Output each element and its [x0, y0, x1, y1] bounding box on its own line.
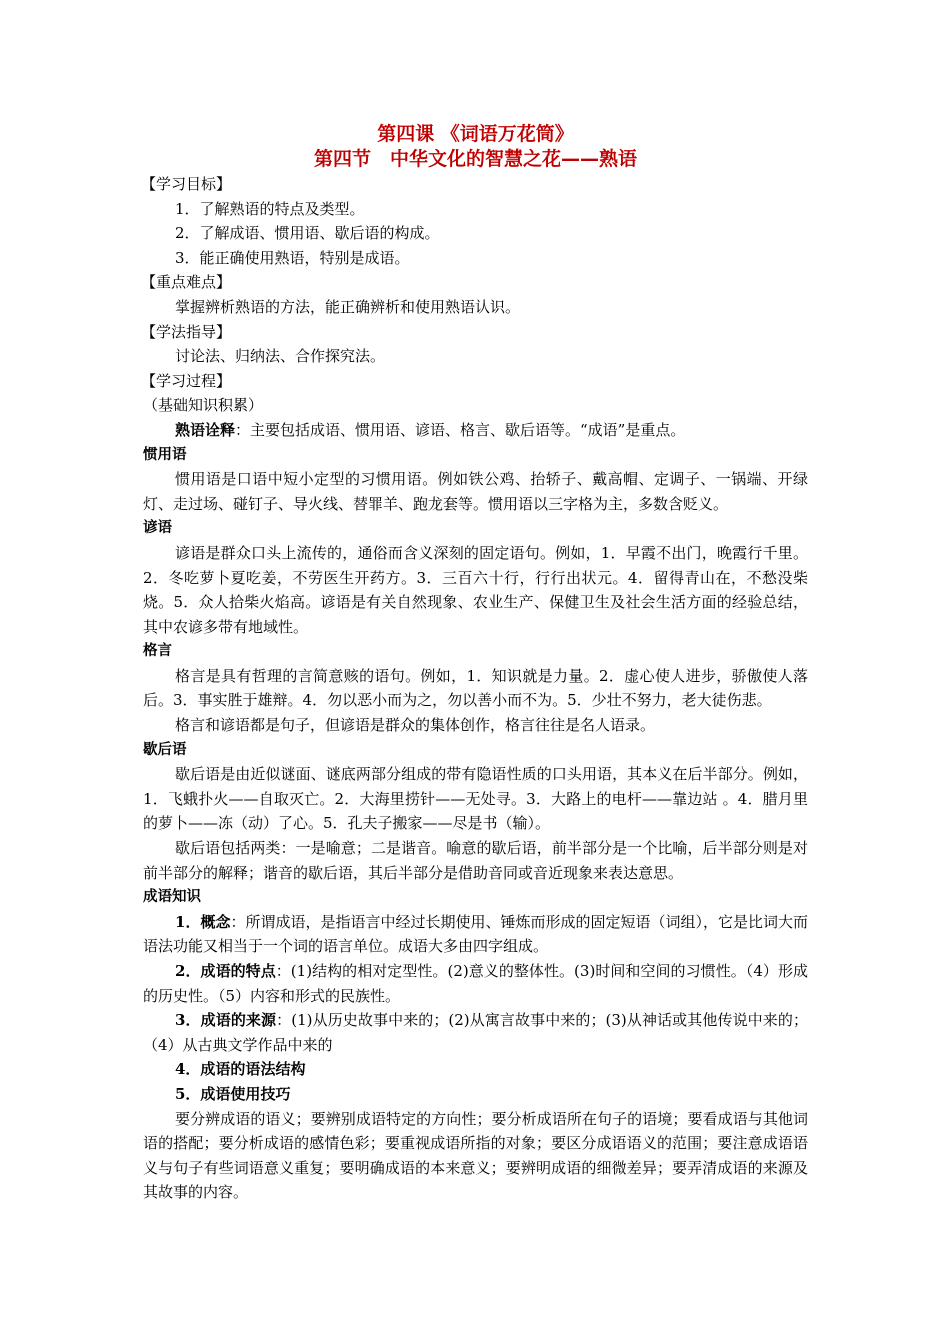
concept-label: 1．概念	[175, 912, 231, 931]
lesson-title: 第四课 《词语万花筒》	[377, 123, 574, 145]
yanyu-text: 谚语是群众口头上流传的，通俗而含义深刻的固定语句。例如，1．早霞不出门，晚霞行千里。2．冬吃萝卜夏吃姜，不劳医生开药方。3．三百六十行，行行出状元。4．留得青山在，不愁没柴烧。5．众人拾柴火焰高。谚语是有关自然现象、农业生产、保健卫生及社会生活方面的经验总结，其中农谚多带有地域性。	[143, 543, 808, 636]
geyan-text-1: 格言是具有哲理的言简意赅的语句。例如，1．知识就是力量。2．虚心使人进步，骄傲使人落后。3．事实胜于雄辩。4．勿以恶小而为之，勿以善小而不为。5．少壮不努力，老大徒伤悲。	[143, 666, 808, 710]
chengyu-features	[143, 959, 808, 1008]
goal-item-1: 1．了解熟语的特点及类型。	[175, 199, 365, 218]
section-title: 第四节 中华文化的智慧之花——熟语	[313, 148, 637, 170]
guanyongyu-heading: 惯用语	[143, 446, 187, 463]
xiehouyu-heading: 歇后语	[143, 741, 187, 758]
key-text: 掌握辨析熟语的方法，能正确辨析和使用熟语认识。	[175, 297, 521, 316]
key-heading: 【重点难点】	[141, 273, 232, 292]
chengyu-usage-text: 要分辨成语的语义；要辨别成语特定的方向性；要分析成语所在句子的语境；要看成语与其他词语的搭配；要分析成语的感情色彩；要重视成语所指的对象；要区分成语语义的范围；要注意成语语义与句子有些词语意义重复；要明确成语的本来意义；要辨明成语的细微差异；要弄清成语的来源及其故事的内容。	[143, 1109, 808, 1202]
process-subheading: （基础知识积累）	[143, 396, 264, 415]
geyan-heading: 格言	[143, 643, 172, 660]
method-text: 讨论法、归纳法、合作探究法。	[175, 347, 386, 366]
definition-paragraph	[143, 418, 808, 443]
sources-label: 3．成语的来源	[175, 1011, 277, 1030]
goal-item-3: 3．能正确使用熟语，特别是成语。	[175, 248, 410, 267]
chengyu-concept	[143, 910, 808, 959]
definition-label: 熟语诠释	[175, 420, 236, 439]
chengyu-grammar-heading: 4．成语的语法结构	[175, 1060, 306, 1079]
features-label: 2．成语的特点	[175, 962, 276, 980]
goal-item-2: 2．了解成语、惯用语、歇后语的构成。	[175, 224, 440, 243]
document-page	[143, 122, 808, 1205]
chengyu-usage-heading: 5．成语使用技巧	[175, 1084, 291, 1103]
goals-heading: 【学习目标】	[141, 175, 232, 193]
xiehouyu-text-2: 歇后语包括两类：一是喻意；二是谐音。喻意的歇后语，前半部分是一个比喻，后半部分则是对前半部分的解释；谐音的歇后语，其后半部分是借助音同或音近现象来表达意思。	[143, 839, 808, 882]
chengyu-sources	[143, 1008, 808, 1057]
geyan-text-2: 格言和谚语都是句子，但谚语是群众的集体创作，格言往往是名人语录。	[175, 716, 656, 735]
guanyongyu-text: 惯用语是口语中短小定型的习惯用语。例如铁公鸡、抬轿子、戴高帽、定调子、一锅端、开绿灯、走过场、碰钉子、导火线、替罪羊、跑龙套等。惯用语以三字格为主，多数含贬义。	[143, 470, 808, 513]
features-text: ：(1)结构的相对定型性。(2)意义的整体性。(3)时间和空间的习惯性。（4）形成的历史性。（5）内容和形式的民族性。	[143, 962, 808, 1005]
xiehouyu-text-1: 歇后语是由近似谜面、谜底两部分组成的带有隐语性质的口头用语，其本义在后半部分。例如，1．飞蛾扑火——自取灭亡。2．大海里捞针——无处寻。3．大路上的电杆——靠边站 。4．腊月里的萝卜——冻（动）了心。5．孔夫子搬家——尽是书（输）。	[143, 765, 808, 833]
chengyu-heading: 成语知识	[143, 889, 201, 906]
sources-text: ：(1)从历史故事中来的；(2)从寓言故事中来的；(3)从神话或其他传说中来的；（4）从古典文学作品中来的	[143, 1011, 808, 1054]
method-heading: 【学法指导】	[141, 322, 232, 341]
process-heading: 【学习过程】	[141, 371, 232, 390]
concept-text: ：所谓成语，是指语言中经过长期使用、锤炼而形成的固定短语（词组），它是比词大而语法功能又相当于一个词的语言单位。成语大多由四字组成。	[143, 912, 808, 956]
yanyu-heading: 谚语	[143, 520, 172, 537]
definition-text: ：主要包括成语、惯用语、谚语、格言、歇后语等。“成语”是重点。	[235, 420, 686, 439]
